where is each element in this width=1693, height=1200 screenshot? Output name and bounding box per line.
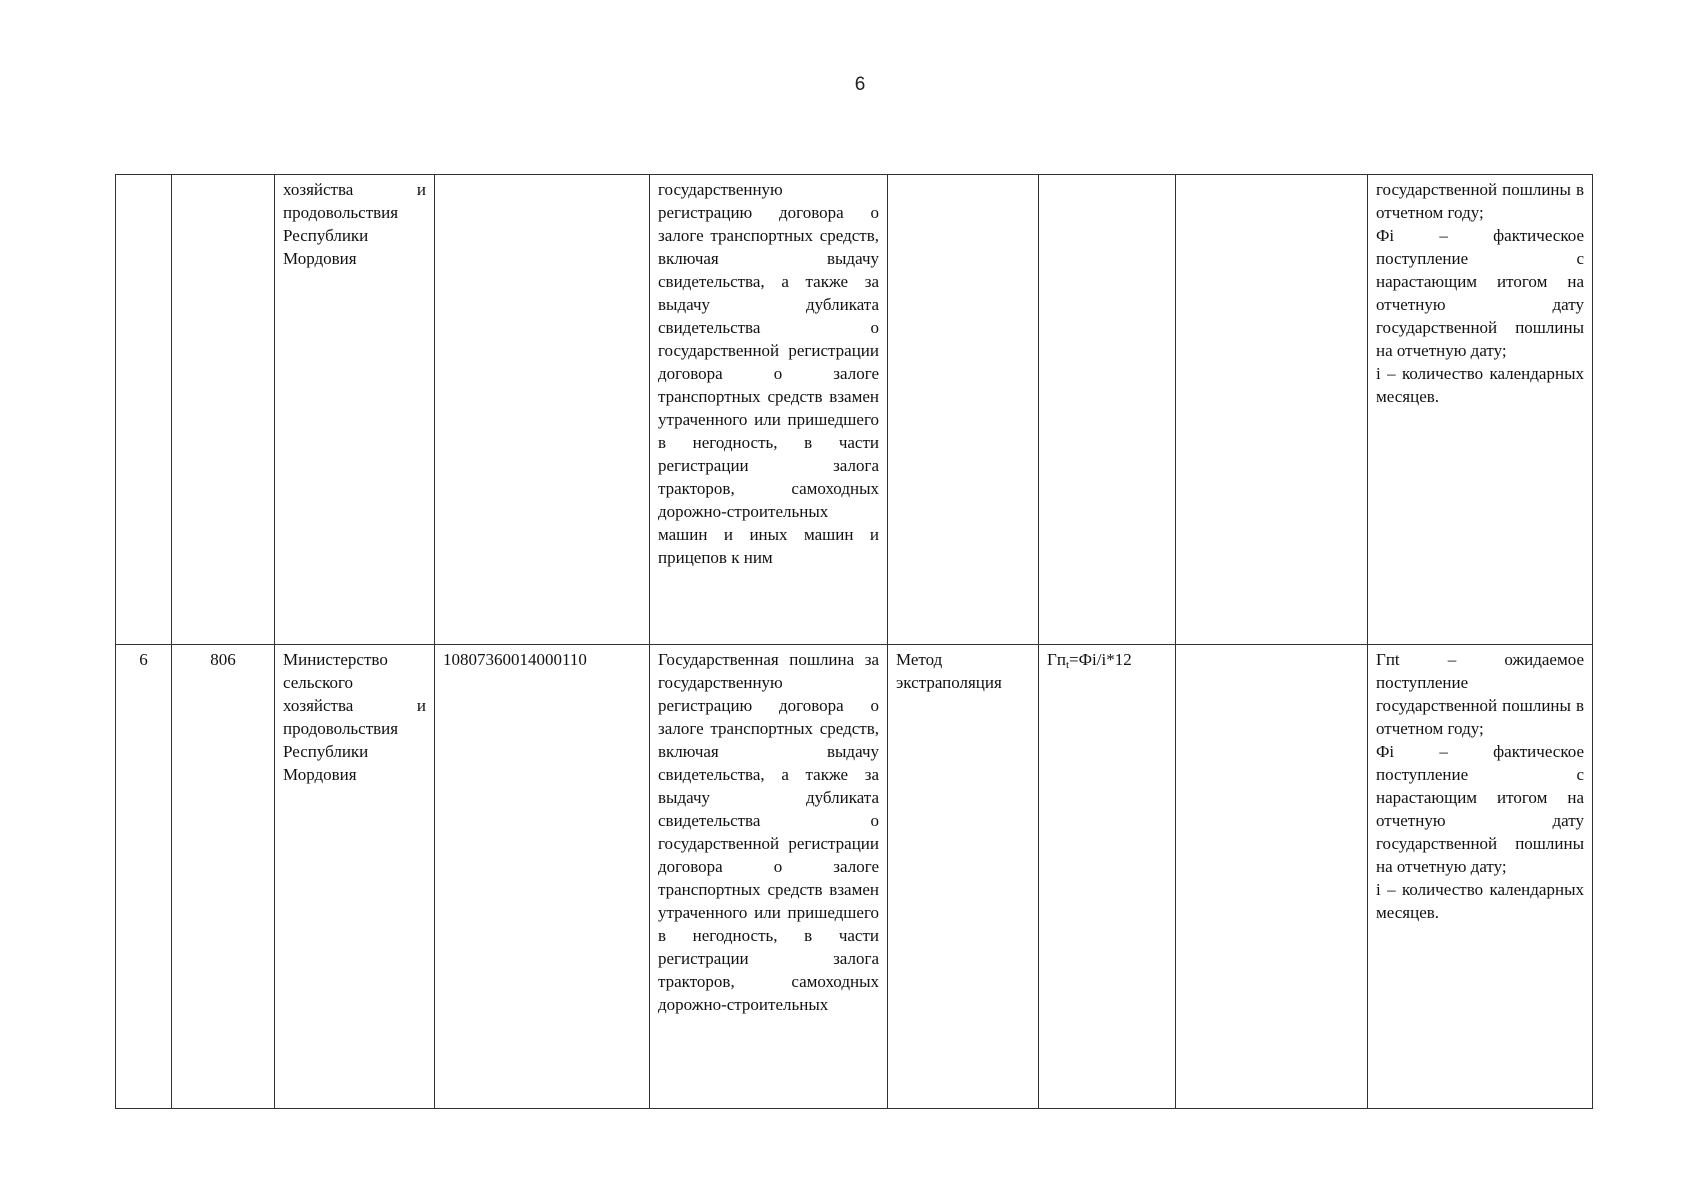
description-line: Гпt – ожидаемое поступление государственной пошлины в отчетном году; bbox=[1376, 650, 1584, 738]
description-line: Фi – фактическое поступление с нарастающим итогом на отчетную дату государственной пошлины на отчетную дату; bbox=[1376, 226, 1584, 360]
method-cell bbox=[888, 175, 1039, 645]
empty-cell bbox=[1176, 175, 1368, 645]
table-row bbox=[116, 645, 1593, 1109]
administrator-name-cell: Министерство сельского хозяйства и продовольствия Республики Мордовия bbox=[275, 645, 435, 1109]
revenue-forecast-table bbox=[115, 174, 1593, 1109]
formula-subscript: t bbox=[1065, 659, 1069, 671]
formula-cell bbox=[1039, 645, 1176, 1109]
admin-code-cell: 806 bbox=[172, 645, 275, 1109]
administrator-name-cell: хозяйства и продовольствия Республики Мордовия bbox=[275, 175, 435, 645]
row-number-cell bbox=[116, 175, 172, 645]
table-row bbox=[116, 175, 1593, 645]
formula-cell bbox=[1039, 175, 1176, 645]
method-cell: Метод экстраполяция bbox=[888, 645, 1039, 1109]
description-line: i – количество календарных месяцев. bbox=[1376, 364, 1584, 406]
description-line: государственной пошлины в отчетном году; bbox=[1376, 180, 1584, 222]
page-number: 6 bbox=[854, 74, 866, 95]
description-line: i – количество календарных месяцев. bbox=[1376, 880, 1584, 922]
revenue-name-cell: государственную регистрацию договора о залоге транспортных средств, включая выдачу свидетельства, а также за выдачу дубликата свидетельства о государственной регистрации договора о залоге транспортных средств взамен утраченного или пришедшего в негодность, в части регистрации залога тракторов, самоходных дорожно-строительных машин и иных машин и прицепов к ним bbox=[650, 175, 888, 645]
empty-cell bbox=[1176, 645, 1368, 1109]
revenue-name-cell: Государственная пошлина за государственную регистрацию договора о залоге транспортных средств, включая выдачу свидетельства, а также за выдачу дубликата свидетельства о государственной регистрации договора о залоге транспортных средств взамен утраченного или пришедшего в негодность, в части регистрации залога тракторов, самоходных дорожно-строительных bbox=[650, 645, 888, 1109]
budget-code-cell: 10807360014000110 bbox=[435, 645, 650, 1109]
formula-main: Гп bbox=[1047, 650, 1066, 669]
algorithm-description-cell bbox=[1368, 175, 1593, 645]
admin-code-cell bbox=[172, 175, 275, 645]
budget-code-cell bbox=[435, 175, 650, 645]
description-line: Фi – фактическое поступление с нарастающим итогом на отчетную дату государственной пошлины на отчетную дату; bbox=[1376, 742, 1584, 876]
algorithm-description-cell bbox=[1368, 645, 1593, 1109]
formula-rest: =Фi/i*12 bbox=[1069, 650, 1132, 669]
row-number-cell: 6 bbox=[116, 645, 172, 1109]
